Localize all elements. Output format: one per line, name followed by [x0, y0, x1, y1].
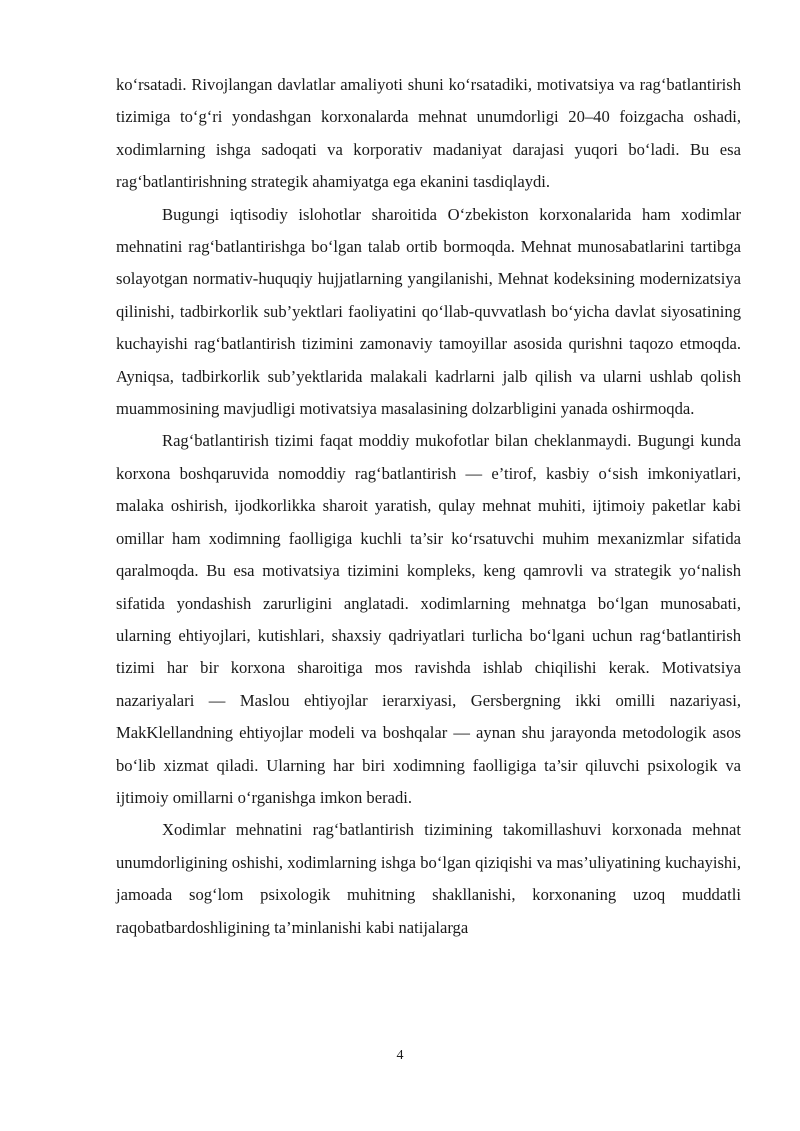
paragraph: Bugungi iqtisodiy islohotlar sharoitida O‘zbekiston korxonalarida ham xodimlar mehnatini rag‘batlantirishga bo‘lgan talab ortib bormoqda. Mehnat munosabatlarini tartibga solayotgan normativ-huquqiy hujjatlarning yangilanishi, Mehnat kodeksining modernizatsiya qilinishi, tadbirkorlik sub’yektlari faoliyatini qo‘llab-quvvatlash bo‘yicha davlat siyosatining kuchayishi rag‘batlantirish tizimini zamonaviy tamoyillar asosida qurishni taqozo etmoqda. Ayniqsa, tadbirkorlik sub’yektlarida malakali kadrlarni jalb qilish va ularni ushlab qolish muammosining mavjudligi motivatsiya masalasining dolzarbligini yanada oshirmoqda.	[116, 204, 741, 419]
paragraph: Xodimlar mehnatini rag‘batlantirish tizimining takomillashuvi korxonada mehnat unumdorligining oshishi, xodimlarning ishga bo‘lgan qiziqishi va mas’uliyatining kuchayishi, jamoada sog‘lom psixologik muhitning shakllanishi, korxonaning uzoq muddatli raqobatbardoshligining ta’minlanishi kabi natijalarga	[116, 820, 741, 937]
paragraph-continuation: ko‘rsatadi. Rivojlangan davlatlar amaliyoti shuni ko‘rsatadiki, motivatsiya va rag‘batlantirish tizimiga to‘g‘ri yondashgan korxonalarda mehnat unumdorligi 20–40 foizgacha oshadi, xodimlarning ishga sadoqati va korporativ madaniyat darajasi yuqori bo‘ladi. Bu esa rag‘batlantirishning strategik ahamiyatga ega ekanini tasdiqlaydi.	[116, 75, 741, 192]
body-text	[116, 69, 741, 944]
paragraph: Rag‘batlantirish tizimi faqat moddiy mukofotlar bilan cheklanmaydi. Bugungi kunda korxona boshqaruvida nomoddiy rag‘batlantirish — e’tirof, kasbiy o‘sish imkoniyatlari, malaka oshirish, ijodkorlikka sharoit yaratish, qulay mehnat muhiti, ijtimoiy paketlar kabi omillar ham xodimning faolligiga kuchli ta’sir ko‘rsatuvchi muhim mexanizmlar sifatida qaralmoqda. Bu esa motivatsiya tizimini kompleks, keng qamrovli va strategik yo‘nalish sifatida yondashish zarurligini anglatadi. xodimlarning mehnatga bo‘lgan munosabati, ularning ehtiyojlari, kutishlari, shaxsiy qadriyatlari turlicha bo‘lgani uchun rag‘batlantirish tizimi har bir korxona sharoitiga mos ravishda ishlab chiqilishi kerak. Motivatsiya nazariyalari — Maslou ehtiyojlar ierarxiyasi, Gersbergning ikki omilli nazariyasi, MakKlellandning ehtiyojlar modeli va boshqalar — aynan shu jarayonda metodologik asos bo‘lib xizmat qiladi. Ularning har biri xodimning faolligiga ta’sir qiluvchi psixologik va ijtimoiy omillarni o‘rganishga imkon beradi.	[116, 431, 741, 807]
page-number: 4	[396, 1048, 404, 1063]
